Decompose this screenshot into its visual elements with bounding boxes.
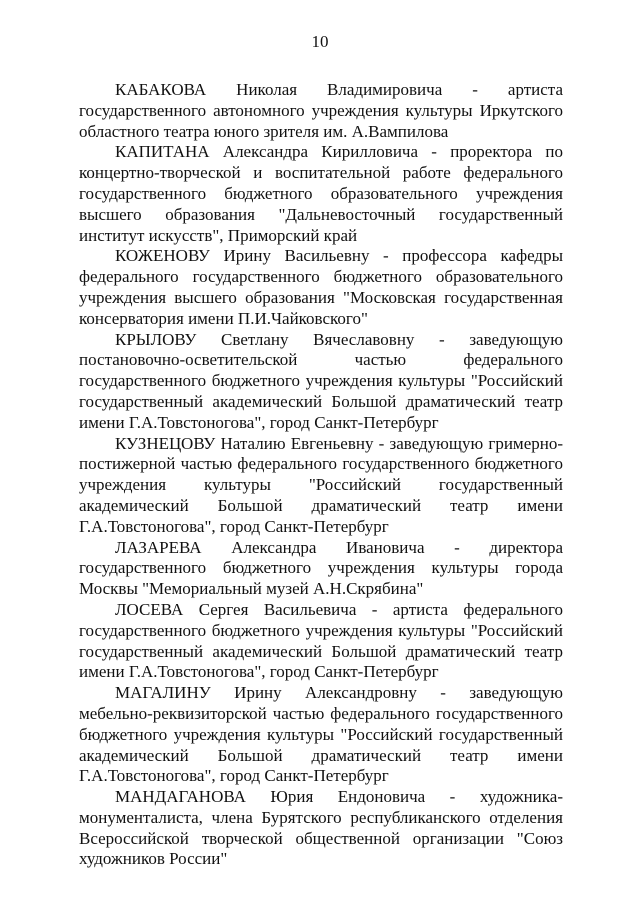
award-entry-kuznetsova: КУЗНЕЦОВУ Наталию Евгеньевну - заведующую гримерно-постижерной частью федерального государственного бюджетного учреждения культуры "Российский государственный академический Большой драматический театр имени Г.А.Товстоногова", город Санкт-Петербург <box>79 433 563 536</box>
award-entry-losev: ЛОСЕВА Сергея Васильевича - артиста федерального государственного бюджетного учреждения культуры "Российский государственный академический Большой драматический театр имени Г.А.Товстоногова", город Санкт-Петербург <box>79 599 563 682</box>
award-entry-kabakov: КАБАКОВА Николая Владимировича - артиста государственного автономного учреждения культуры Иркутского областного театра юного зрителя им. А.Вампилова <box>79 80 563 141</box>
award-entry-krylova: КРЫЛОВУ Светлану Вячеславовну - заведующую постановочно-осветительской частью федерального государственного бюджетного учреждения культуры "Российский государственный академический Большой драматический театр имени Г.А.Товстоногова", город Санкт-Петербург <box>79 329 563 432</box>
award-entry-magalina: МАГАЛИНУ Ирину Александровну - заведующую мебельно-реквизиторской частью федерального государственного бюджетного учреждения культуры "Российский государственный академический Большой драматический театр имени Г.А.Товстоногова", город Санкт-Петербург <box>79 683 563 786</box>
award-entry-mandaganov: МАНДАГАНОВА Юрия Ендоновича - художника-монументалиста, члена Бурятского республиканского отделения Всероссийской творческой общественной организации "Союз художников России" <box>79 787 563 869</box>
award-entry-kapitan: КАПИТАНА Александра Кирилловича - проректора по концертно-творческой и воспитательной работе федерального государственного бюджетного образовательного учреждения высшего образования "Дальневосточный государственный институт искусств", Приморский край <box>79 142 563 245</box>
page-number: 10 <box>311 32 329 51</box>
award-entry-kozhenova: КОЖЕНОВУ Ирину Васильевну - профессора кафедры федерального государственного бюджетного образовательного учреждения высшего образования "Московская государственная консерватория имени П.И.Чайковского" <box>79 246 563 328</box>
award-entry-lazarev: ЛАЗАРЕВА Александра Ивановича - директора государственного бюджетного учреждения культуры города Москвы "Мемориальный музей А.Н.Скрябина" <box>79 537 563 599</box>
award-list <box>79 80 563 870</box>
